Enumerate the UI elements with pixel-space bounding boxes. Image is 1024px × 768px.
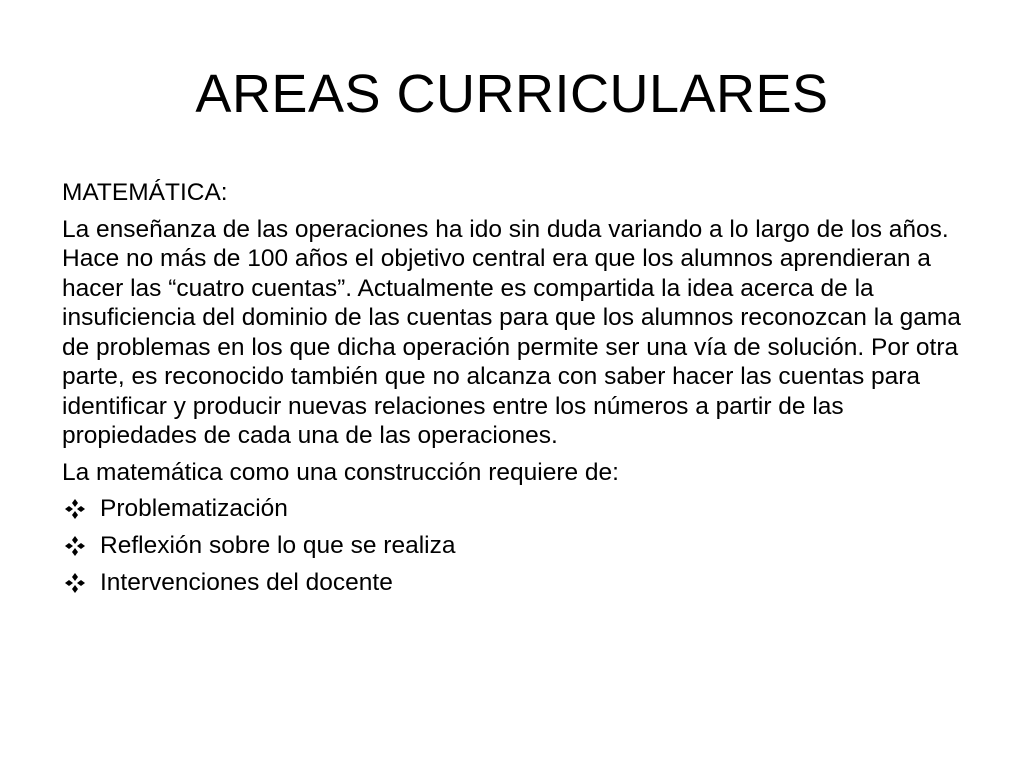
list-item xyxy=(62,568,972,598)
diamond-bullet-icon xyxy=(62,498,88,520)
diamond-bullet-icon xyxy=(62,535,88,557)
list-item xyxy=(62,531,972,561)
list-item-label: Problematización xyxy=(100,495,288,523)
list-item xyxy=(62,494,972,524)
diamond-bullet-icon xyxy=(62,572,88,594)
bullet-list xyxy=(62,494,972,598)
body-paragraph: La enseñanza de las operaciones ha ido sin duda variando a lo largo de los años. Hace no más de 100 años el objetivo central era que los alumnos aprendieran a hacer las “cuatro cuentas”. Actualmente es compartida la idea acerca de la insuficiencia del dominio de las cuentas para que los alumnos reconozcan la gama de problemas en los que dicha operación permite ser una vía de solución. Por otra parte, es reconocido también que no alcanza con saber hacer las cuentas para identificar y producir nuevas relaciones entre los números a partir de las propiedades de cada una de las operaciones. xyxy=(62,215,961,449)
list-item-label: Intervenciones del docente xyxy=(100,569,393,597)
slide-title: AREAS CURRICULARES xyxy=(195,64,829,124)
list-intro: La matemática como una construcción requiere de: xyxy=(62,458,619,486)
subject-label: MATEMÁTICA: xyxy=(62,179,228,206)
list-item-label: Reflexión sobre lo que se realiza xyxy=(100,532,456,560)
slide-body xyxy=(62,178,972,605)
